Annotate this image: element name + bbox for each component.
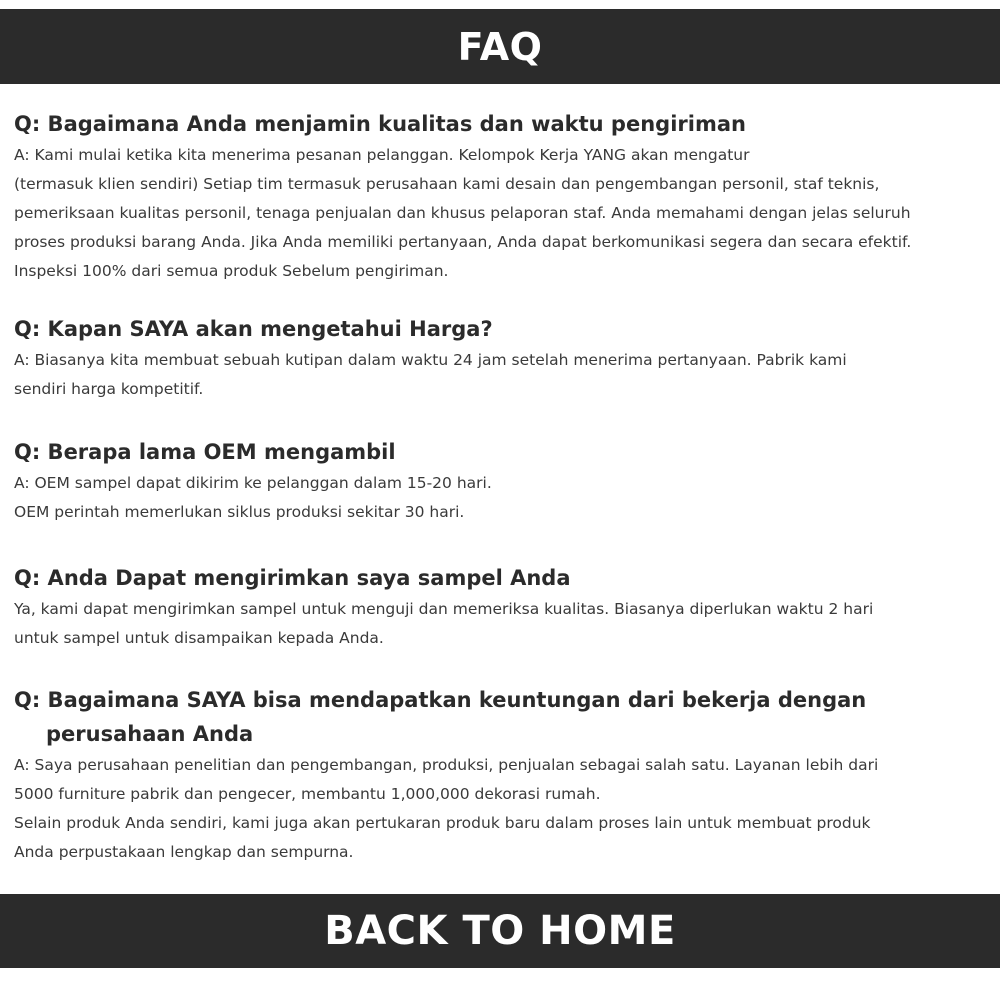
faq-answer	[14, 751, 986, 867]
faq-header	[0, 9, 1000, 84]
answer-line: untuk sampel untuk disampaikan kepada Anda.	[14, 629, 384, 647]
answer-line: Inspeksi 100% dari semua produk Sebelum pengiriman.	[14, 262, 449, 280]
faq-question: Q: Bagaimana SAYA bisa mendapatkan keuntungan dari bekerja dengan perusahaan Anda	[14, 688, 867, 746]
faq-item	[14, 561, 873, 653]
answer-line: sendiri harga kompetitif.	[14, 380, 204, 398]
answer-line: A: OEM sampel dapat dikirim ke pelanggan dalam 15-20 hari.	[14, 474, 492, 492]
page-title: FAQ	[457, 24, 543, 69]
faq-item	[14, 435, 492, 527]
faq-question: Q: Bagaimana Anda menjamin kualitas dan waktu pengiriman	[14, 112, 746, 136]
faq-item	[14, 312, 847, 404]
back-to-home-label: BACK TO HOME	[324, 908, 676, 954]
answer-line: A: Biasanya kita membuat sebuah kutipan dalam waktu 24 jam setelah menerima pertanyaan. Pabrik kami	[14, 351, 847, 369]
answer-line: pemeriksaan kualitas personil, tenaga penjualan dan khusus pelaporan staf. Anda memahami dengan jelas seluruh	[14, 204, 911, 222]
answer-line: A: Saya perusahaan penelitian dan pengembangan, produksi, penjualan sebagai salah satu. Layanan lebih dari	[14, 756, 879, 774]
faq-question: Q: Berapa lama OEM mengambil	[14, 440, 396, 464]
answer-line: Ya, kami dapat mengirimkan sampel untuk menguji dan memeriksa kualitas. Biasanya diperlukan waktu 2 hari	[14, 600, 874, 618]
back-to-home-button[interactable]	[0, 894, 1000, 968]
faq-item	[14, 107, 911, 286]
answer-line: OEM perintah memerlukan siklus produksi sekitar 30 hari.	[14, 503, 465, 521]
answer-line: A: Kami mulai ketika kita menerima pesanan pelanggan. Kelompok Kerja YANG akan mengatur	[14, 146, 750, 164]
faq-question: Q: Anda Dapat mengirimkan saya sampel Anda	[14, 566, 571, 590]
faq-item	[14, 683, 986, 867]
faq-answer	[14, 595, 873, 653]
faq-answer	[14, 141, 911, 286]
answer-line: Selain produk Anda sendiri, kami juga akan pertukaran produk baru dalam proses lain untuk membuat produk	[14, 814, 871, 832]
faq-answer	[14, 346, 847, 404]
answer-line: 5000 furniture pabrik dan pengecer, membantu 1,000,000 dekorasi rumah.	[14, 785, 601, 803]
answer-line: proses produksi barang Anda. Jika Anda memiliki pertanyaan, Anda dapat berkomunikasi segera dan secara efektif.	[14, 233, 912, 251]
faq-answer	[14, 469, 492, 527]
answer-line: Anda perpustakaan lengkap dan sempurna.	[14, 843, 354, 861]
answer-line: (termasuk klien sendiri) Setiap tim termasuk perusahaan kami desain dan pengembangan personil, staf teknis,	[14, 175, 880, 193]
faq-question: Q: Kapan SAYA akan mengetahui Harga?	[14, 317, 493, 341]
